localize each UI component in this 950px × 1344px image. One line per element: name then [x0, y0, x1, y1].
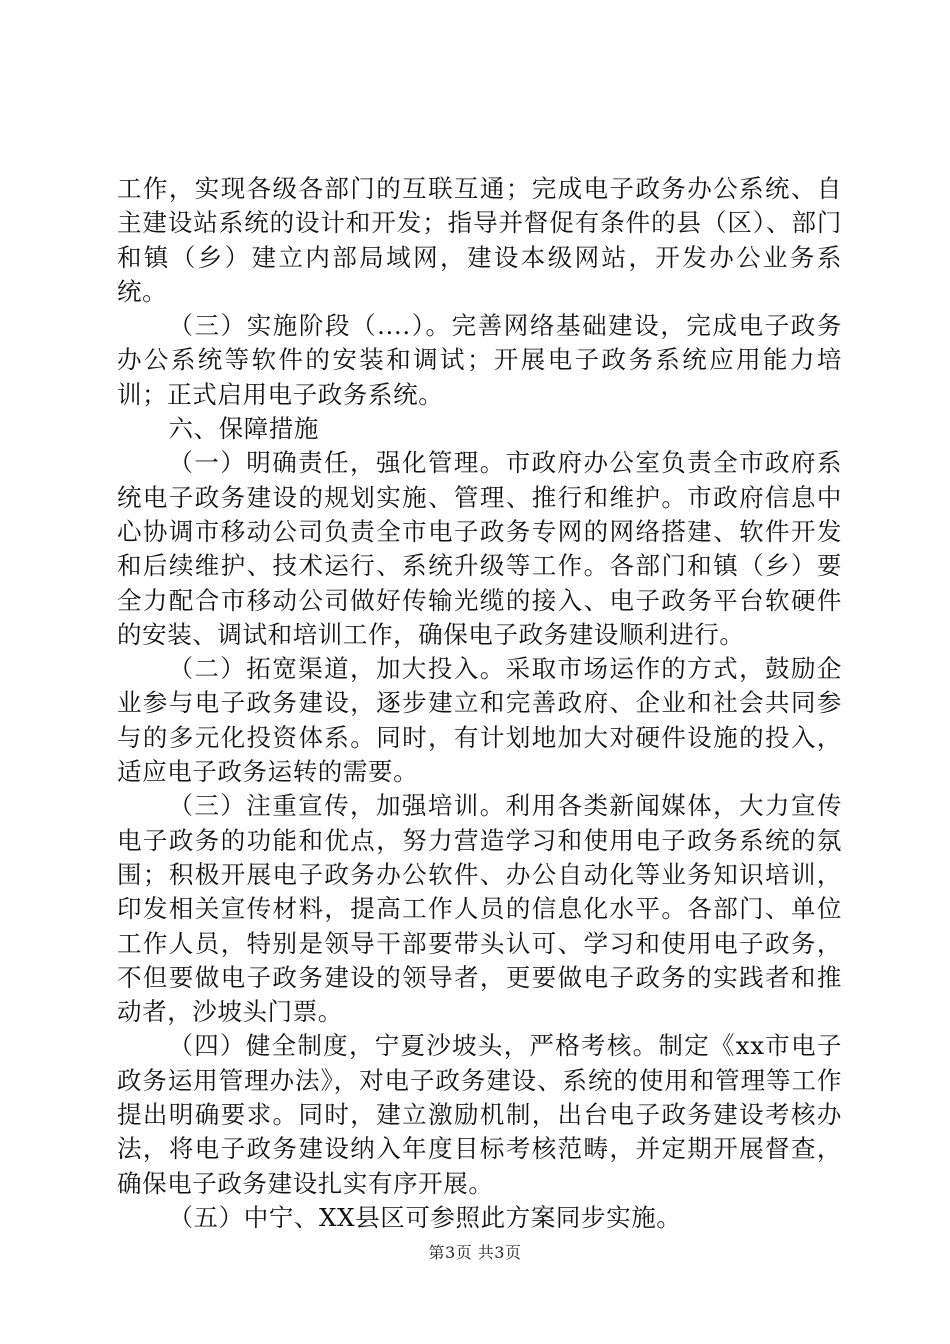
paragraph-county-reference: （五）中宁、XX县区可参照此方案同步实施。	[168, 1202, 682, 1232]
paragraph-implementation-phase: （三）实施阶段（....）。完善网络基础建设，完成电子政务办公系统等软件的安装和调试；开展电子政务系统应用能力培训；正式启用电子政务系统。	[117, 311, 842, 409]
section-heading-safeguards: 六、保障措施	[168, 414, 320, 444]
page-number-footer: 第3页 共3页	[428, 1243, 522, 1262]
paragraph-investment: （二）拓宽渠道，加大投入。采取市场运作的方式，鼓励企业参与电子政务建设，逐步建立和完善政府、企业和社会共同参与的多元化投资体系。同时，有计划地加大对硬件设施的投入，适应电子政务运转的需要。	[117, 654, 842, 787]
paragraph-responsibility: （一）明确责任，强化管理。市政府办公室负责全市政府系统电子政务建设的规划实施、管理、推行和维护。市政府信息中心协调市移动公司负责全市电子政务专网的网络搭建、软件开发和后续维护、技术运行、系统升级等工作。各部门和镇（乡）要全力配合市移动公司做好传输光缆的接入、电子政务平台软硬件的安装、调试和培训工作，确保电子政务建设顺利进行。	[117, 448, 842, 649]
document-body	[117, 172, 842, 1235]
paragraph-publicity-training: （三）注重宣传，加强培训。利用各类新闻媒体，大力宣传电子政务的功能和优点，努力营造学习和使用电子政务系统的氛围；积极开展电子政务办公软件、办公自动化等业务知识培训，印发相关宣传材料，提高工作人员的信息化水平。各部门、单位工作人员，特别是领导干部要带头认可、学习和使用电子政务，不但要做电子政务建设的领导者，更要做电子政务的实践者和推动者，沙坡头门票。	[117, 791, 842, 1027]
paragraph-continuation: 工作，实现各级各部门的互联互通；完成电子政务办公系统、自主建设站系统的设计和开发；指导并督促有条件的县（区）、部门和镇（乡）建立内部局域网，建设本级网站，开发办公业务系统。	[117, 174, 842, 306]
paragraph-rules-assessment: （四）健全制度，宁夏沙坡头，严格考核。制定《xx市电子政务运用管理办法》，对电子政务建设、系统的使用和管理等工作提出明确要求。同时，建立激励机制，出台电子政务建设考核办法，将电子政务建设纳入年度目标考核范畴，并定期开展督查，确保电子政务建设扎实有序开展。	[117, 1031, 842, 1198]
